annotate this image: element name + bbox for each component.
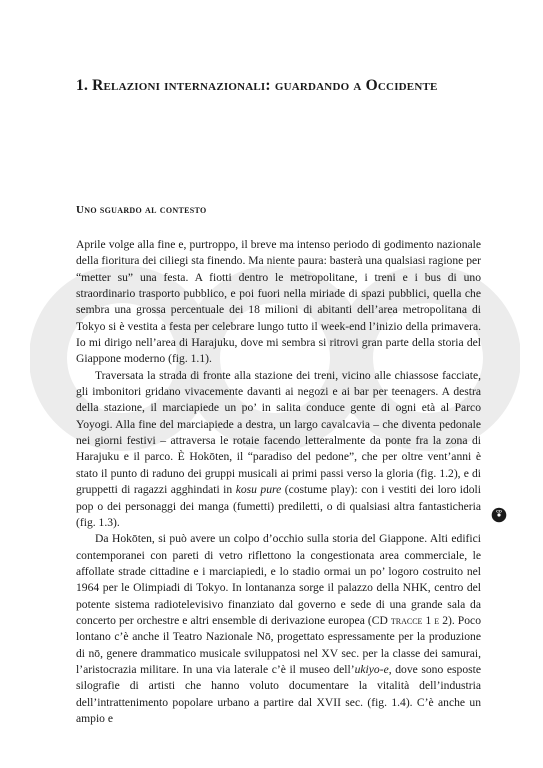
cd-audio-icon	[491, 507, 507, 523]
body-text	[76, 237, 481, 727]
cd-badge-label: CD	[496, 508, 502, 514]
section-title: Uno sguardo al contesto	[76, 204, 207, 216]
paragraph-1: Aprile volge alla fine e, purtroppo, il breve ma intenso periodo di godimento nazionale della fioritura dei ciliegi sta finendo. Ma niente paura: basterà una qualsiasi ragione per “metter su” una festa. A fiotti dentro le metropolitane, i treni e i bus di uno straordinario trasporto pubblico, e poi fuori nella miriade di spazi pubblici, quella che sembra una grossa percentuale dei 18 milioni di abitanti dell’area metropolitana di Tokyo si è vestita a festa per celebrare lungo tutto il week-end l’inizio della primavera. Io mi dirigo nell’area di Harajuku, dove mi sembra si ritrovi gran parte della storia del Giappone moderno (fig. 1.1).	[76, 238, 481, 366]
chapter-title: 1. Relazioni internazionali: guardando a Occidente	[76, 77, 438, 94]
paragraph-3: Da Hokōten, si può avere un colpo d’occhio sulla storia del Giappone. Alti edifici contemporanei con pareti di vetro riflettono la congestionata area commerciale, le affollate strade cittadine e i marciapiedi, e lo stadio ormai un po’ logoro costruito nel 1964 per le Olimpiadi di Tokyo. In lontananza sorge il palazzo della NHK, centro del potente sistema radiotelevisivo finanziato dal governo e sede di una grande sala da concerto per orchestre e altri ensemble di derivazione europea (CD tracce 1 e 2). Poco lontano c’è anche il Teatro Nazionale Nō, progettato espressamente per la produzione di nō, genere drammatico musicale sviluppatosi nel XV sec. per la classe dei samurai, l’aristocrazia militare. In una via laterale c’è il museo dell’ukiyo-e, dove sono esposte silografie di artisti che hanno voluto documentare la vitalità dell’industria dell’intrattenimento popolare urbano a partire dal XVII sec. (fig. 1.4). C’è anche un ampio e	[76, 532, 481, 725]
paragraph-2: Traversata la strada di fronte alla stazione dei treni, vicino alle chiassose facciate, gli imbonitori gridano vivacemente davanti ai negozi e ai bar per teenagers. A destra della stazione, il marciapiede un po’ in salita conduce gente di ogni età al Parco Yoyogi. Alla fine del marciapiede a destra, un largo cavalcavia – che diventa pedonale nei giorni festivi – attraversa le rotaie facendo letteralmente da ponte fra la zona di Harajuku e il parco. È Hokōten, il “paradiso del pedone”, che per oltre vent’anni è stato il punto di raduno dei gruppi musicali ai primi passi verso la gloria (fig. 1.2), e di gruppetti di ragazzi agghindati in kosu pure (costume play): con i vestiti dei loro idoli pop o dei personaggi dei manga (fumetti) prediletti, o di qualsiasi altra fantasticheria (fig. 1.3).	[76, 368, 481, 529]
